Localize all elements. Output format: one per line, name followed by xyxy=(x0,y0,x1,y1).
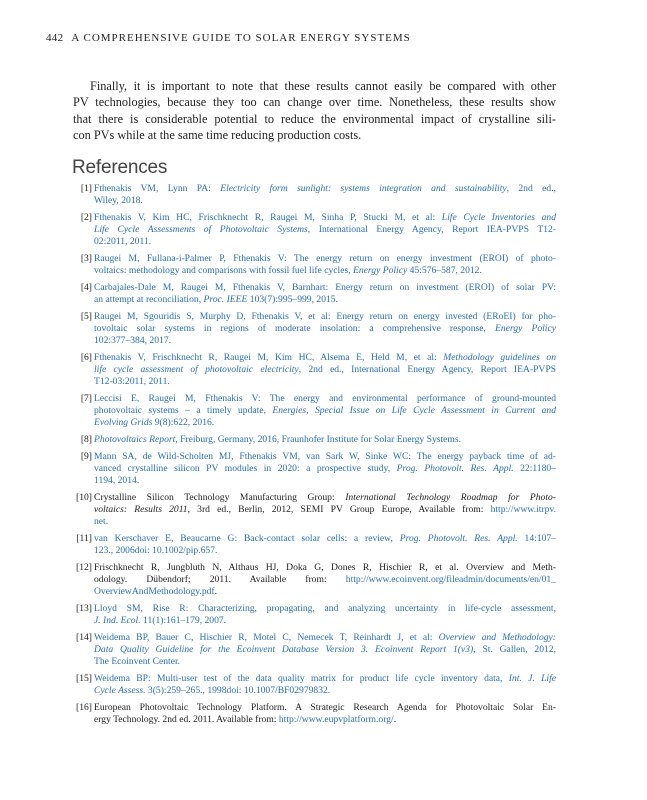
reference-text: European Photovoltaic Technology Platform. A Strategic Research Agenda for Photovoltaic Solar En- xyxy=(94,702,556,713)
reference-line xyxy=(94,335,556,347)
reference-number: [2] xyxy=(80,212,92,223)
reference-text-block xyxy=(94,492,556,528)
reference-line xyxy=(94,516,556,528)
url-link[interactable]: http://www.eupvplatform.org/ xyxy=(278,714,394,725)
reference-link[interactable]: , 2nd ed., International Energy Agency, Report IEA-PVPS xyxy=(298,364,557,375)
reference-link[interactable]: Cycle Assess. xyxy=(94,685,146,696)
reference-link[interactable]: 9(8):622, 2016. xyxy=(152,417,215,428)
reference-link[interactable]: van Kerschaver E, Beaucarne G: Back-contact solar cells: a review, xyxy=(94,533,400,544)
reference-entry-13 xyxy=(72,603,556,627)
reference-number: [1] xyxy=(80,183,92,194)
running-title: A COMPREHENSIVE GUIDE TO SOLAR ENERGY SYSTEMS xyxy=(71,32,411,44)
reference-title: International Technology Roadmap for Photo- xyxy=(345,492,556,503)
reference-line xyxy=(94,417,556,429)
reference-text-block xyxy=(94,352,556,388)
reference-line xyxy=(94,323,556,335)
reference-number: [11] xyxy=(76,533,92,544)
reference-entry-15 xyxy=(72,673,556,697)
reference-line xyxy=(94,615,556,627)
reference-link[interactable]: 1194, 2014. xyxy=(94,475,140,486)
reference-link[interactable]: an attempt at reconciliation, xyxy=(94,294,204,305)
reference-entry-9 xyxy=(72,451,556,487)
reference-text: . xyxy=(214,586,218,597)
reference-link[interactable]: life cycle assessment of photovoltaic electricity xyxy=(94,364,299,375)
reference-text-block xyxy=(94,603,556,627)
reference-line xyxy=(94,212,556,224)
reference-line xyxy=(94,533,556,545)
reference-link[interactable]: Photovoltaics Report xyxy=(94,434,176,445)
reference-link[interactable]: T12-03:2011, 2011. xyxy=(94,376,170,387)
reference-line xyxy=(94,714,556,726)
reference-line xyxy=(94,574,556,586)
reference-link[interactable]: Wiley, 2018. xyxy=(94,195,143,206)
reference-text-block xyxy=(94,451,556,487)
reference-line xyxy=(94,376,556,388)
reference-link[interactable]: 103(7):995–999, 2015. xyxy=(247,294,338,305)
reference-link[interactable]: Data Quality Guideline for the Ecoinvent Database Version 3. Ecoinvent Report 1(v3) xyxy=(94,644,474,655)
reference-text: Crystalline Silicon Technology Manufacturing Group: xyxy=(94,492,346,503)
reference-line xyxy=(94,603,556,615)
reference-line xyxy=(94,685,556,697)
reference-link[interactable]: Proc. IEEE xyxy=(203,294,248,305)
reference-text-block xyxy=(94,183,556,207)
reference-line xyxy=(94,656,556,668)
reference-line xyxy=(94,463,556,475)
reference-entry-5 xyxy=(72,311,556,347)
body-paragraph xyxy=(73,78,556,144)
reference-text: . xyxy=(393,714,397,725)
reference-link[interactable]: Life Cycle Inventories and xyxy=(441,212,556,223)
reference-line xyxy=(94,352,556,364)
reference-line xyxy=(94,294,556,306)
reference-text-block xyxy=(94,562,556,598)
reference-link[interactable]: Electricity form sunlight: systems integration and sustainability xyxy=(220,183,507,194)
reference-line xyxy=(94,586,556,598)
reference-line xyxy=(94,364,556,376)
reference-link[interactable]: Lloyd SM, Rise R: Characterizing, propagating, and analyzing uncertainty in life-cycle assessment, xyxy=(94,603,556,614)
references-heading: References xyxy=(72,157,168,178)
reference-link[interactable]: Evolving Grids xyxy=(94,417,153,428)
reference-link[interactable]: 22:1180– xyxy=(513,463,556,474)
reference-number: [4] xyxy=(80,282,92,293)
reference-number: [6] xyxy=(80,352,92,363)
reference-line xyxy=(94,475,556,487)
reference-link[interactable]: vanced crystalline silicon PV modules in 2020: a prospective study, xyxy=(94,463,397,474)
reference-text: , 3rd ed., Berlin, 2012, SEMI PV Group Europe, Available from: xyxy=(187,504,491,515)
reference-text: Frischknecht R, Jungbluth N, Althaus HJ, Doka G, Dones R, Hischier R, et al. Overview and Meth- xyxy=(94,562,556,573)
reference-text-block xyxy=(94,533,556,557)
paragraph-line: con PVs while at the same time reducing production costs. xyxy=(73,128,362,143)
reference-title: voltaics: Results 2011 xyxy=(94,504,188,515)
reference-link[interactable]: , 2nd ed., xyxy=(506,183,556,194)
reference-link[interactable]: Prog. Photovolt. Res. Appl. xyxy=(399,533,518,544)
reference-line xyxy=(94,702,556,714)
reference-link[interactable]: Fthenakis V, Frischknecht R, Raugei M, Kim HC, Alsema E, Held M, et al: xyxy=(94,352,444,363)
reference-number: [3] xyxy=(80,253,92,264)
reference-link[interactable]: Weidema BP, Bauer C, Hischier R, Motel C, Nemecek T, Reinhardt J, et al: xyxy=(94,632,439,643)
reference-text-block xyxy=(94,673,556,697)
reference-link[interactable]: Methodology guidelines on xyxy=(443,352,556,363)
paragraph-line: PV technologies, because they too can change over time. Nonetheless, these results show xyxy=(73,95,556,110)
reference-entry-11 xyxy=(72,533,556,557)
running-head xyxy=(46,31,411,45)
reference-line xyxy=(94,393,556,405)
reference-line xyxy=(94,562,556,574)
reference-link[interactable]: Overview and Methodology: xyxy=(438,632,557,643)
paragraph-line: Finally, it is important to note that these results cannot easily be compared with other xyxy=(90,79,556,93)
reference-text-block xyxy=(94,393,556,429)
reference-text: odology. Dübendorf; 2011. Available from: xyxy=(94,574,346,585)
reference-number: [5] xyxy=(80,311,92,322)
reference-link[interactable]: Fthenakis V, Kim HC, Frischknecht R, Raugei M, Sinha P, Stucki M, et al: xyxy=(94,212,442,223)
reference-link[interactable]: Raugei M, Sgouridis S, Murphy D, Fthenakis V, et al: Energy return on energy invested (ERoEI) for pho- xyxy=(94,311,556,322)
reference-number: [7] xyxy=(80,393,92,404)
reference-line xyxy=(94,673,556,685)
reference-line xyxy=(94,311,556,323)
url-link[interactable]: net. xyxy=(94,516,109,527)
reference-link[interactable]: 102:377–384, 2017. xyxy=(94,335,172,346)
reference-line xyxy=(94,282,556,294)
reference-link[interactable]: , St. Gallen, 2012, xyxy=(473,644,556,655)
reference-line xyxy=(94,545,556,557)
paragraph-line: that there is considerable potential to reduce the environmental impact of crystalline sili- xyxy=(73,111,556,126)
reference-link[interactable]: voltaics: methodology and comparisons with fossil fuel life cycles, xyxy=(94,265,353,276)
reference-entry-16 xyxy=(72,702,556,726)
reference-link[interactable]: 02:2011, 2011. xyxy=(94,236,152,247)
reference-link[interactable]: , Freiburg, Germany, 2016, Fraunhofer Institute for Solar Energy Systems. xyxy=(175,434,462,445)
reference-number: [16] xyxy=(76,702,92,713)
reference-number: [8] xyxy=(80,434,92,445)
reference-entry-4 xyxy=(72,282,556,306)
reference-link[interactable]: Energy Policy xyxy=(352,265,408,276)
reference-text: ergy Technology. 2nd ed. 2011. Available from: xyxy=(94,714,279,725)
reference-link[interactable]: Mann SA, de Wild-Scholten MJ, Fthenakis VM, van Sark W, Sinke WC: The energy payback time of ad- xyxy=(94,451,556,462)
reference-number: [10] xyxy=(76,492,92,503)
reference-line xyxy=(94,236,556,248)
reference-number: [13] xyxy=(76,603,92,614)
reference-link[interactable]: Life Cycle Assessments of Photovoltaic Systems xyxy=(94,224,308,235)
reference-link[interactable]: Prog. Photovolt. Res. Appl. xyxy=(396,463,514,474)
reference-link[interactable]: 123., 2006doi: 10.1002/pip.657. xyxy=(94,545,218,556)
url-link[interactable]: OverviewAndMethodology.pdf xyxy=(94,586,215,597)
reference-entry-12 xyxy=(72,562,556,598)
reference-entry-1 xyxy=(72,183,556,207)
url-link[interactable]: http://www.itrpv. xyxy=(490,504,556,515)
reference-link[interactable]: Leccisi E, Raugei M, Fthenakis V: The energy and environmental performance of ground-mounted xyxy=(94,393,556,404)
reference-text-block xyxy=(94,311,556,347)
reference-entry-10 xyxy=(72,492,556,528)
reference-text-block xyxy=(94,434,556,446)
references-list xyxy=(72,183,556,731)
reference-line xyxy=(94,195,556,207)
reference-number: [12] xyxy=(76,562,92,573)
reference-number: [9] xyxy=(80,451,92,462)
reference-link[interactable]: Raugei M, Fullana-i-Palmer P, Fthenakis V: The energy return on energy investment (EROI) of photo- xyxy=(94,253,556,264)
reference-line xyxy=(94,265,556,277)
reference-link[interactable]: J. Ind. Ecol. xyxy=(94,615,141,626)
reference-line xyxy=(94,632,556,644)
reference-link[interactable]: The Ecoinvent Center. xyxy=(94,656,181,667)
reference-line xyxy=(94,434,556,446)
reference-link[interactable]: Energies, Special Issue on Life Cycle Assessment in Current and xyxy=(272,405,557,416)
reference-link[interactable]: , International Energy Agency, Report IEA-PVPS T12- xyxy=(307,224,556,235)
reference-number: [14] xyxy=(76,632,92,643)
reference-link[interactable]: tovoltaic solar systems in regions of moderate insolation: a comprehensive response, xyxy=(94,323,496,334)
reference-text-block xyxy=(94,212,556,248)
reference-link[interactable]: Energy Policy xyxy=(495,323,556,334)
reference-text-block xyxy=(94,282,556,306)
reference-entry-2 xyxy=(72,212,556,248)
page-number: 442 xyxy=(46,32,64,44)
reference-line xyxy=(94,224,556,236)
reference-line xyxy=(94,253,556,265)
reference-entry-3 xyxy=(72,253,556,277)
reference-link[interactable]: 11(1):161–179, 2007. xyxy=(140,615,227,626)
reference-link[interactable]: Carbajales-Dale M, Raugei M, Fthenakis V, Barnhart: Energy return on investment (EROI) of solar PV: xyxy=(94,282,556,293)
reference-entry-6 xyxy=(72,352,556,388)
url-link[interactable]: http://www.ecoinvent.org/fileadmin/documents/en/01_ xyxy=(345,574,556,585)
reference-link[interactable]: 3(5):259–265., 1998doi: 10.1007/BF02979832. xyxy=(145,685,331,696)
reference-line xyxy=(94,451,556,463)
reference-line xyxy=(94,183,556,195)
reference-text-block xyxy=(94,702,556,726)
reference-line xyxy=(94,504,556,516)
reference-entry-8 xyxy=(72,434,556,446)
reference-link[interactable]: photovoltaic systems – a timely update, xyxy=(94,405,273,416)
reference-link[interactable]: Fthenakis VM, Lynn PA: xyxy=(94,183,221,194)
reference-link[interactable]: Int. J. Life xyxy=(508,673,556,684)
reference-entry-14 xyxy=(72,632,556,668)
reference-line xyxy=(94,492,556,504)
reference-link[interactable]: 14:107– xyxy=(517,533,556,544)
reference-entry-7 xyxy=(72,393,556,429)
reference-line xyxy=(94,644,556,656)
reference-text-block xyxy=(94,253,556,277)
reference-link[interactable]: Weidema BP: Multi-user test of the data quality matrix for product life cycle inventory data, xyxy=(94,673,509,684)
reference-number: [15] xyxy=(76,673,92,684)
reference-text-block xyxy=(94,632,556,668)
reference-link[interactable]: 45:576–587, 2012. xyxy=(407,265,482,276)
reference-line xyxy=(94,405,556,417)
